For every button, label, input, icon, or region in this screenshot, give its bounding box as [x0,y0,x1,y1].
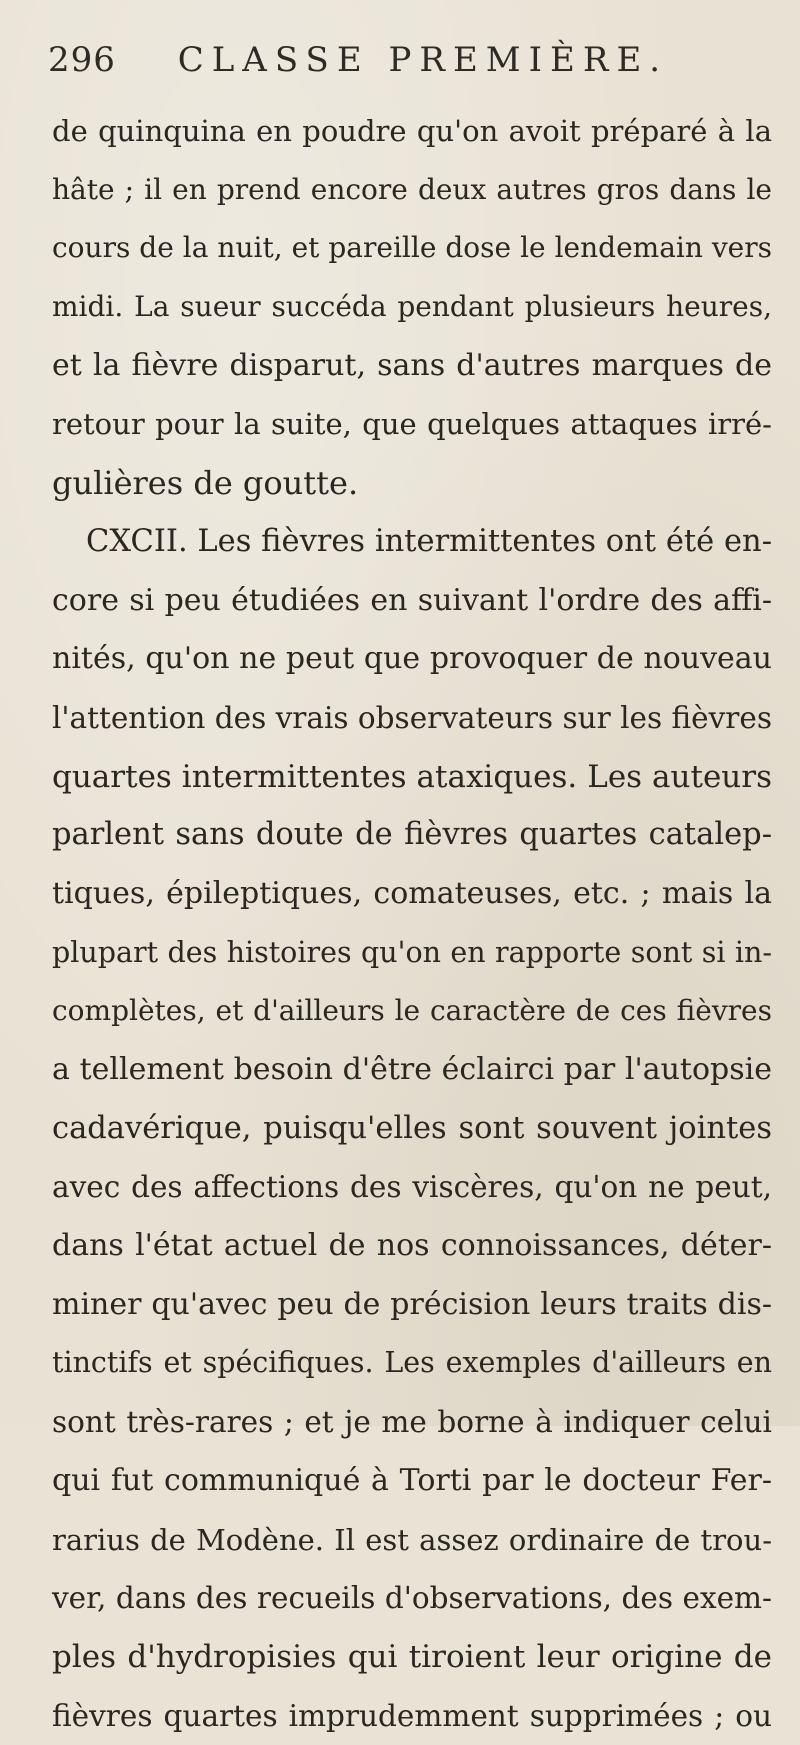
text-line: de quinquina en poudre qu'on avoit préparé à la [52,114,772,148]
body-text [52,102,772,1745]
text-line: core si peu étudiées en suivant l'ordre des affi- [52,582,772,618]
text-line: ver, dans des recueils d'observations, des exem- [52,1581,772,1616]
page-number: 296 [48,40,116,80]
text-line: tinctifs et spécifiques. Les exemples d'ailleurs en [52,1346,772,1380]
text-line: hâte ; il en prend encore deux autres gros dans le [52,172,772,206]
text-line: midi. La sueur succéda pendant plusieurs heures, [52,290,772,324]
text-line: l'attention des vrais observateurs sur les fièvres [52,700,772,735]
text-line: gulières de goutte. [52,464,359,503]
text-line: complètes, et d'ailleurs le caractère de ces fièvres [52,994,772,1028]
text-line: sont très-rares ; et je me borne à indiquer celui [52,1405,772,1440]
text-line: parlent sans doute de fièvres quartes catalep- [52,817,772,853]
text-line: ples d'hydropisies qui tiroient leur origine de [52,1638,772,1675]
text-line: dans l'état actuel de nos connoissances, déter- [52,1228,772,1264]
text-line: a tellement besoin d'être éclairci par l'autopsie [52,1052,772,1087]
text-line: et la fièvre disparut, sans d'autres marques de [52,347,772,383]
text-line: nités, qu'on ne peut que provoquer de nouveau [52,641,772,677]
text-line: plupart des histoires qu'on en rapporte sont si in- [52,935,772,969]
running-head: CLASSE PREMIÈRE. [177,40,669,80]
text-line: avec des affections des viscères, qu'on ne peut, [52,1170,772,1205]
page-header [48,40,668,80]
text-line: cours de la nuit, et pareille dose le lendemain vers [52,231,772,265]
text-line: qui fut communiqué à Torti par le docteur Fer- [52,1462,772,1498]
text-line: retour pour la suite, que quelques attaques irré- [52,407,772,442]
text-line: quartes intermittentes ataxiques. Les auteurs [52,758,772,795]
section-heading-line: CXCII. Les fièvres intermittentes ont été en- [86,523,772,559]
text-line: rarius de Modène. Il est assez ordinaire de trou- [52,1522,772,1557]
text-line: tiques, épileptiques, comateuses, etc. ; mais la [52,875,772,911]
text-line: miner qu'avec peu de précision leurs traits dis- [52,1286,772,1322]
text-line: fièvres quartes imprudemment supprimées ; ou [52,1698,772,1733]
text-line: cadavérique, puisqu'elles sont souvent jointes [52,1110,772,1146]
